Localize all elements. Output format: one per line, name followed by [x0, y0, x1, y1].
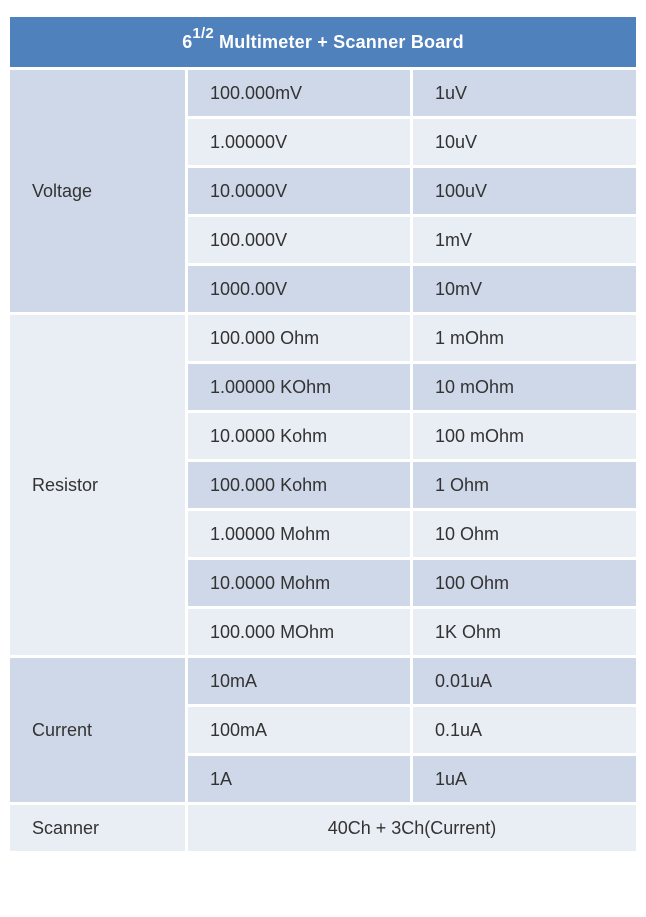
resolution-cell: 100 mOhm	[412, 412, 638, 461]
range-cell: 100mA	[187, 706, 412, 755]
table-row	[9, 69, 638, 118]
category-current: Current	[9, 657, 187, 804]
range-cell: 1.00000 Mohm	[187, 510, 412, 559]
resolution-cell: 10 mOhm	[412, 363, 638, 412]
table-row	[9, 657, 638, 706]
resolution-cell: 1uA	[412, 755, 638, 804]
resolution-cell: 1uV	[412, 69, 638, 118]
resolution-cell: 10mV	[412, 265, 638, 314]
category-scanner: Scanner	[9, 804, 187, 853]
resolution-cell: 0.01uA	[412, 657, 638, 706]
title-text: Multimeter + Scanner Board	[213, 31, 464, 52]
category-voltage: Voltage	[9, 69, 187, 314]
resolution-cell: 1 mOhm	[412, 314, 638, 363]
title-base: 6	[182, 31, 193, 52]
resolution-cell: 100uV	[412, 167, 638, 216]
range-cell: 10.0000V	[187, 167, 412, 216]
range-cell: 100.000 Ohm	[187, 314, 412, 363]
resolution-cell: 10uV	[412, 118, 638, 167]
resolution-cell: 1K Ohm	[412, 608, 638, 657]
resolution-cell: 10 Ohm	[412, 510, 638, 559]
resolution-cell: 0.1uA	[412, 706, 638, 755]
table-row	[9, 804, 638, 853]
resolution-cell: 1mV	[412, 216, 638, 265]
table-row	[9, 314, 638, 363]
resolution-cell: 1 Ohm	[412, 461, 638, 510]
range-cell: 100.000mV	[187, 69, 412, 118]
spec-table	[7, 14, 639, 854]
range-cell: 100.000 Kohm	[187, 461, 412, 510]
range-cell: 1.00000 KOhm	[187, 363, 412, 412]
title-superscript: 1/2	[192, 24, 214, 42]
title-row	[9, 16, 638, 69]
scanner-value: 40Ch + 3Ch(Current)	[187, 804, 638, 853]
range-cell: 10.0000 Mohm	[187, 559, 412, 608]
range-cell: 1000.00V	[187, 265, 412, 314]
range-cell: 1A	[187, 755, 412, 804]
range-cell: 100.000 MOhm	[187, 608, 412, 657]
range-cell: 10mA	[187, 657, 412, 706]
category-resistor: Resistor	[9, 314, 187, 657]
range-cell: 10.0000 Kohm	[187, 412, 412, 461]
table-title	[9, 16, 638, 69]
range-cell: 100.000V	[187, 216, 412, 265]
resolution-cell: 100 Ohm	[412, 559, 638, 608]
range-cell: 1.00000V	[187, 118, 412, 167]
